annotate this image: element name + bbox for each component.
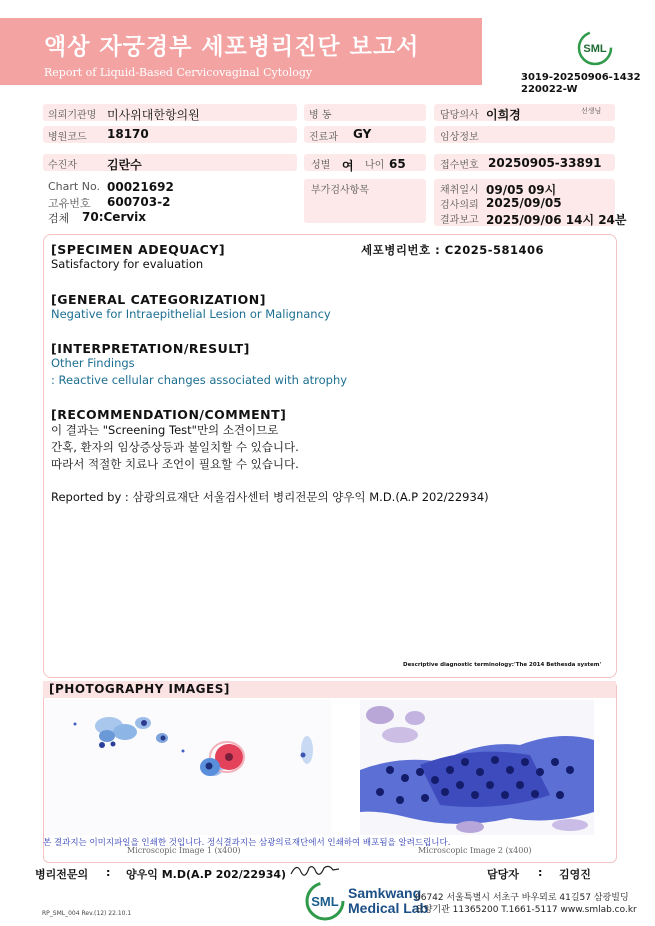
- reported-by: Reported by : 삼광의료재단 서울검사센터 병리전문의 양우익 M.D.(A.P 202/22934): [51, 490, 489, 504]
- unique-no-label: 고유번호: [48, 197, 91, 210]
- general-heading: [GENERAL CATEGORIZATION]: [51, 292, 266, 307]
- microscopic-image-1: [45, 700, 331, 835]
- general-text: Negative for Intraepithelial Lesion or Malignancy: [51, 307, 331, 321]
- ward-label: 병 동: [309, 110, 332, 121]
- result-label: 결과보고: [440, 215, 479, 226]
- manager-label: 담당자: [487, 868, 519, 881]
- photography-header: [43, 681, 616, 698]
- recommendation-heading: [RECOMMENDATION/COMMENT]: [51, 407, 287, 422]
- report-title-korean: 액상 자궁경부 세포병리진단 보고서: [44, 34, 420, 60]
- sex-label: 성별: [311, 160, 331, 171]
- company-name-line1: Samkwang: [348, 885, 422, 901]
- sex-value: 여: [342, 159, 354, 173]
- form-code: RP_SML_004 Rev.(12) 22.10.1: [42, 910, 132, 917]
- result-value: 2025/09/06 14시 24분: [486, 213, 627, 227]
- manager-colon: :: [538, 866, 543, 879]
- pathologist-signature: [289, 860, 341, 882]
- report-code-line2: 220022-W: [521, 84, 578, 95]
- patient-row: [43, 154, 297, 171]
- company-address: [415, 892, 637, 916]
- microscopic-image-2: [360, 700, 594, 835]
- doctor-suffix: 선생님: [581, 107, 602, 115]
- interpretation-line1: Other Findings: [51, 356, 135, 370]
- reception-value: 20250905-33891: [488, 156, 602, 170]
- reception-label: 접수번호: [440, 160, 479, 171]
- age-label: 나이: [365, 160, 385, 171]
- image-1-caption: Microscopic Image 1 (x400): [127, 846, 241, 855]
- interpretation-line2: : Reactive cellular changes associated with atrophy: [51, 373, 348, 387]
- image-2-caption: Microscopic Image 2 (x400): [418, 846, 532, 855]
- collect-value: 09/05 09시: [486, 183, 557, 197]
- chart-no-label: Chart No.: [48, 180, 100, 193]
- recommendation-line3: 따라서 적절한 치료나 조언이 필요할 수 있습니다.: [51, 457, 299, 471]
- recommendation-line2: 간혹, 환자의 임상증상등과 불일치할 수 있습니다.: [51, 440, 299, 454]
- cytology-number: 세포병리번호 : C2025-581406: [361, 243, 544, 257]
- doctor-value: 이희경: [486, 108, 521, 122]
- adequacy-text: Satisfactory for evaluation: [51, 257, 204, 271]
- dept-value: GY: [353, 127, 372, 141]
- adequacy-heading: [SPECIMEN ADEQUACY]: [51, 242, 226, 257]
- company-logo-icon: [304, 880, 346, 922]
- chart-no-value: 00021692: [107, 180, 174, 194]
- hospital-code-label: 병원코드: [48, 132, 87, 143]
- terminology-note: Descriptive diagnostic terminology:'The 2014 Bethesda system': [403, 662, 602, 668]
- institution-label: 의뢰기관명: [48, 110, 97, 121]
- age-value: 65: [389, 157, 406, 171]
- manager-value: 김영진: [559, 868, 591, 881]
- company-name-line2: Medical Lab: [348, 900, 429, 916]
- svg-text:SML: SML: [311, 894, 339, 909]
- request-label: 검사의뢰: [440, 200, 479, 211]
- clinical-label: 임상정보: [440, 132, 479, 143]
- recommendation-line1: 이 결과는 "Screening Test"만의 소견이므로: [51, 423, 279, 437]
- company-address-line2: 요양기관 11365200 T.1661-5117 www.smlab.co.kr: [415, 905, 637, 915]
- company-address-line1: 06742 서울특별시 서초구 바우뫼로 41길57 삼광빌딩: [415, 893, 629, 903]
- hospital-code-value: 18170: [107, 127, 149, 141]
- pathologist-colon: :: [106, 866, 111, 879]
- report-title-english: Report of Liquid-Based Cervicovaginal Cytology: [44, 66, 313, 79]
- patient-value: 김란수: [107, 158, 142, 172]
- pathologist-label: 병리전문의: [35, 868, 89, 881]
- photography-title: [PHOTOGRAPHY IMAGES]: [49, 682, 230, 696]
- unique-no-value: 600703-2: [107, 195, 171, 209]
- report-code-line1: 3019-20250906-1432: [521, 72, 641, 83]
- patient-label: 수진자: [48, 160, 77, 171]
- report-code: [521, 72, 641, 96]
- request-value: 2025/09/05: [486, 196, 562, 210]
- collect-label: 채취일시: [440, 185, 479, 196]
- dept-label: 진료과: [309, 132, 338, 143]
- specimen-label: 검체: [48, 212, 70, 225]
- doctor-label: 담당의사: [440, 110, 479, 121]
- report-title-banner: [0, 18, 482, 85]
- sml-logo-icon: [577, 30, 613, 66]
- interpretation-heading: [INTERPRETATION/RESULT]: [51, 341, 250, 356]
- extra-tests-label: 부가검사항목: [311, 185, 369, 196]
- specimen-value: 70:Cervix: [82, 210, 147, 224]
- svg-text:SML: SML: [583, 43, 607, 55]
- pathologist-value: 양우익 M.D(A.P 202/22934): [126, 868, 287, 881]
- print-notice: 본 결과지는 이미지파일을 인쇄한 것입니다. 정식결과지는 삼광의료재단에서 인쇄하여 배포됨을 알려드립니다.: [43, 838, 451, 848]
- institution-value: 미사위대한항의원: [107, 108, 200, 122]
